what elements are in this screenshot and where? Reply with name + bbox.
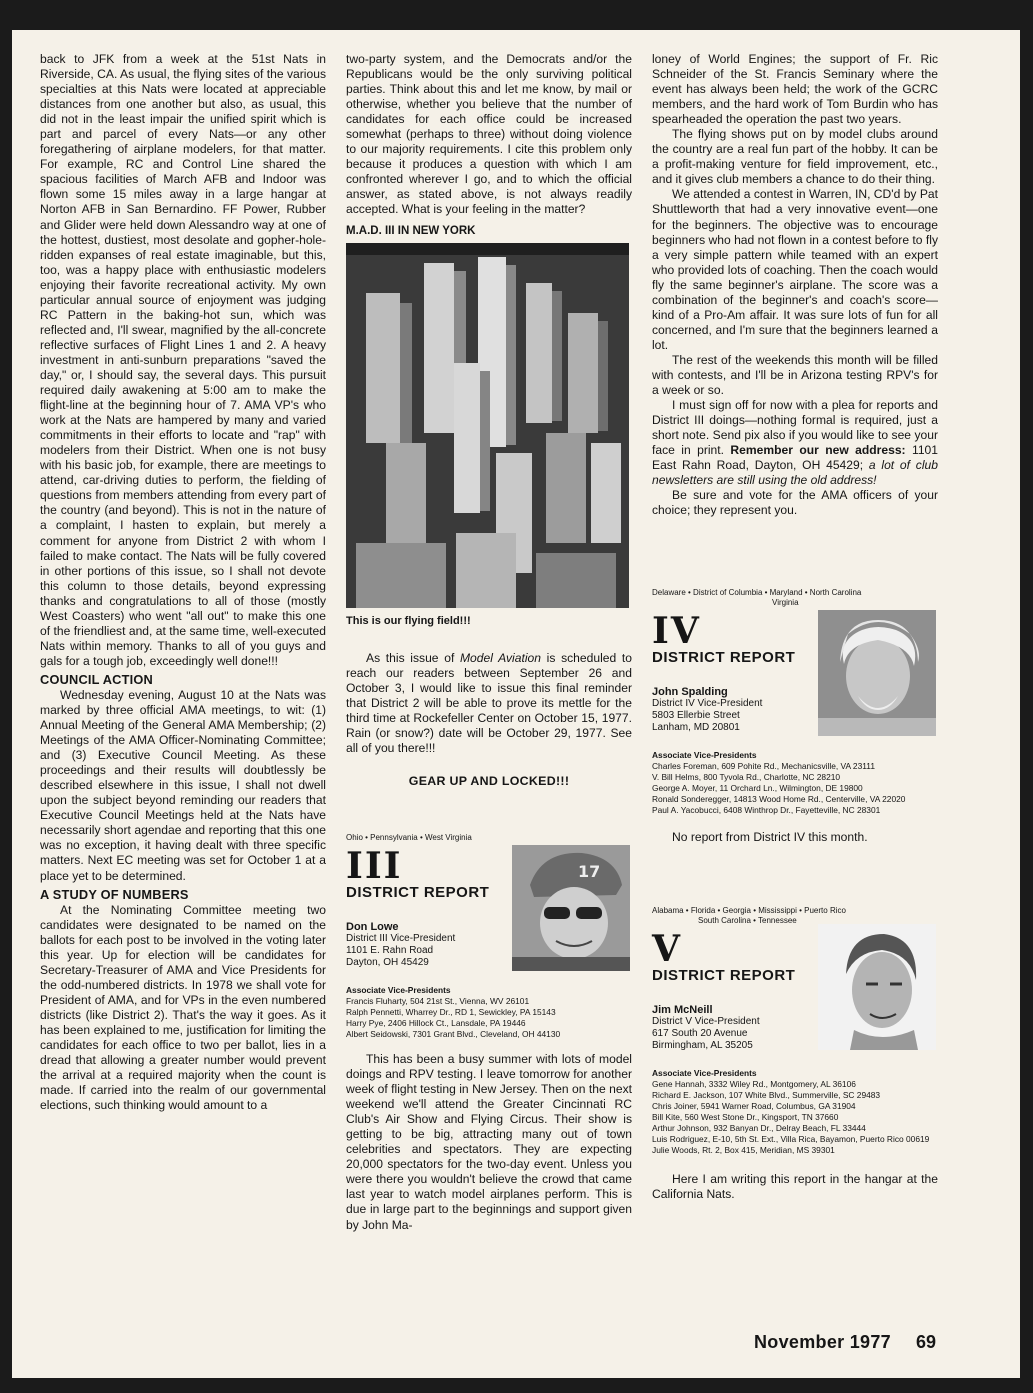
district-3-vp-addr1: 1101 E. Rahn Road — [346, 944, 434, 956]
col3-paragraph-5-start: I must sign off for now with a plea for reports and District III doings—nothing formal is required, just a short note. Send pix also if you would like to see your face in print. — [652, 398, 938, 458]
heading-study-of-numbers: A STUDY OF NUMBERS — [40, 886, 189, 902]
district-5-assoc-label: Associate Vice-Presidents — [652, 1067, 757, 1078]
district-3-numeral: III — [346, 844, 403, 887]
district-5-assoc-item: Luis Rodriguez, E-10, 5th St. Ext., Villa Rica, Bayamon, Puerto Rico 00619 — [652, 1133, 930, 1144]
signoff-gear-up: GEAR UP AND LOCKED!!! — [408, 773, 570, 788]
district-5-assoc-item: Gene Hannah, 3332 Wiley Rd., Montgomery, AL 36106 — [652, 1078, 856, 1089]
district-4-vp — [652, 686, 812, 734]
district-4-numeral: IV — [652, 610, 701, 653]
old-address-note: a lot of club newsletters are still using the old address! — [652, 458, 938, 488]
district-5-assoc-item: Arthur Johnson, 932 Banyan Dr., Delray Beach, FL 33444 — [652, 1122, 866, 1133]
svg-text:17: 17 — [578, 861, 601, 881]
district-3-assoc-item: Albert Seidowski, 7301 Grant Blvd., Cleveland, OH 44130 — [346, 1028, 561, 1039]
col2-paragraph-2 — [346, 651, 632, 756]
district-5-associates — [652, 1068, 938, 1156]
page-number: 69 — [916, 1332, 937, 1352]
district-4-assoc-item: V. Bill Helms, 800 Tyvola Rd., Charlotte, NC 28210 — [652, 772, 841, 783]
district-5-states-2: South Carolina • Tennessee — [698, 915, 797, 925]
district-4-assoc-item: George A. Moyer, 11 Orchard Ln., Wilmington, DE 19800 — [652, 783, 863, 794]
district-4-assoc-item: Paul A. Yacobucci, 6408 Winthrop Dr., Fayetteville, NC 28301 — [652, 805, 881, 816]
district-3-states: Ohio • Pennsylvania • West Virginia — [346, 832, 472, 842]
district-3-vp — [346, 921, 506, 969]
col1-paragraph-1: back to JFK from a week at the 51st Nats in Riverside, CA. As usual, the flying sites of the various specialties at this Nats were located at appreciable distances from one another but also, as usual, this did not in the least impair the unified spirit which is part and parcel of every Nats—or any other foregathering of airplane modelers, for that matter. For example, RC and Control Line shared the spacious facilities of March AFB and Indoor was flown some 15 miles away in a large hangar at Norton AFB in San Bernardino. FF Power, Rubber and Glider were held down Alessandro way at one of the hottest, dustiest, most desolate and gopher-hole-ridden expanses of real estate imaginable, but this, too, was a happy place with enthusiastic modelers enjoying their favorite recreational activity. My own particular annual source of enjoyment was judging RC Pattern in the baking-hot sun, which was reflected and, I'll swear, magnified by the all-concrete reflective surfaces of Flight Lines 1 and 2. A heavy investment in anti-sunburn preparations "saved the day," or, I should say, the several days. This pursuit required daily awakening at 5:00 am to make the flight-line at the beginning hour of 7. AMA VP's who work at the Nats are hampered by many and varied commitments in their efforts to locate and "rap" with modelers from their District. When one is not busy with his basic job, for example, there are meetings to attend, car-driving duties to perform, the fielding of questions from members attending from every part of the country (and beyond). This is not in the nature of a complaint, I hasten to explain, but merely a comment for anyone from District 2 with whom I failed to make contact. The Nats will be fully covered in other portions of this issue, so I shall not devote this column to those details, beyond expressing thanks and congratulations to all of those (mostly West Coasters) who went "all out" to make this one of the friendliest and, at the same time, well-executed Nats within memory. Thanks to all of you guys and gals for a tough job, exceedingly well done!!! — [40, 52, 326, 668]
district-5-vp-name: Jim McNeill — [652, 1003, 713, 1016]
district-4-assoc-item: Charles Foreman, 609 Pohite Rd., Mechanicsville, VA 23111 — [652, 761, 875, 772]
column-3 — [652, 52, 938, 1202]
district-3-header — [346, 833, 632, 1040]
district-4-vp-portrait — [818, 610, 936, 736]
magazine-page — [12, 30, 1020, 1378]
col3-paragraph-6: Be sure and vote for the AMA officers of your choice; they represent you. — [652, 488, 938, 518]
district-3-title: DISTRICT REPORT — [346, 883, 490, 901]
district-4-assoc-item: Ronald Sonderegger, 14813 Wood Home Rd., Centerville, VA 22020 — [652, 794, 906, 805]
col1-paragraph-3: At the Nominating Committee meeting two candidates were designated to be named on the ballots for each post to be involved in the voting later this year. Up for election will be candidates for Secretary-Treasurer of AMA and Vice Presidents for the odd-numbered districts. In 1978 we shall vote for President of AMA, and for VPs in the even numbered districts (like District 2). That's the way it goes. As it has been explained to me, justification for limiting the candidates for each office to two per ballot, lies in a dread that allowing a greater number would prevent the arrival at a required majority when the count is made. If carried into the realm of our governmental elections, such thinking would amount to a — [40, 902, 326, 1113]
district-5-vp-portrait — [818, 924, 936, 1050]
col3-paragraph-4: The rest of the weekends this month will be filled with contests, and I'll be in Arizona testing RPV's for a week or so. — [652, 352, 938, 398]
district-4-associates — [652, 750, 938, 816]
district-4-assoc-label: Associate Vice-Presidents — [652, 750, 757, 761]
new-address-label: Remember our new address: — [730, 443, 906, 458]
column-2 — [346, 52, 632, 1233]
heading-council-action: COUNCIL ACTION — [40, 671, 153, 687]
district-3-vp-portrait — [512, 845, 630, 971]
district-3-assoc-item: Harry Pye, 2406 Hillock Ct., Lansdale, PA 19446 — [346, 1017, 526, 1028]
district-4-vp-addr1: 5803 Ellerbie Street — [652, 710, 740, 722]
col1-paragraph-2: Wednesday evening, August 10 at the Nats was marked by three official AMA meetings, to wit: (1) Annual Meeting of the General AMA Membership; (2) Meetings of the AMA Officer-Nominating Committee; and (3) Executive Council Meeting. As these proceedings and their results will doubtlessly be described elsewhere in this issue, I shall not dwell upon the subject beyond reminding our readers that Executive Council Meetings held at the Nats have necessarily short agendae and reporting that this one was no exception, it having dealt with three specific matters. Next EC meeting was set for October 1 at a place yet to be determined. — [40, 687, 326, 883]
district-5-vp-addr2: Birmingham, AL 35205 — [652, 1039, 753, 1051]
col2-paragraph-2-end: is scheduled to reach our readers between September 26 and October 3, I would like to issue this final reminder that District 2 will be able to prove its mettle for the third time at Rockefeller Center on October 15, 1977. Rain (or snow?) date will be October 29, 1977. See all of you there!!! — [346, 650, 632, 755]
district-4-states-2: Virginia — [772, 598, 799, 608]
district-3-associates — [346, 985, 632, 1040]
district-5-vp-role: District V Vice-President — [652, 1015, 760, 1027]
col3-paragraph-2: The flying shows put on by model clubs around the country are a real fun part of the hobby. It can be a profit-making venture for field improvement, etc., and it gives club members a chance to do their thing. — [652, 127, 938, 187]
district-5-assoc-item: Chris Joiner, 5941 Warner Road, Columbus, GA 31904 — [652, 1100, 856, 1111]
district-3-assoc-item: Ralph Pennetti, Wharrey Dr., RD 1, Sewickley, PA 15143 — [346, 1006, 556, 1017]
district-5-states: Alabama • Florida • Georgia • Mississippi • Puerto Rico — [652, 905, 846, 915]
district-3-vp-addr2: Dayton, OH 45429 — [346, 956, 429, 968]
district-5-header — [652, 906, 938, 1156]
district-5-vp-addr1: 617 South 20 Avenue — [652, 1027, 748, 1039]
district-5-assoc-item: Richard E. Jackson, 107 White Blvd., Summerville, SC 29483 — [652, 1089, 881, 1100]
magazine-title: Model Aviation — [459, 650, 541, 665]
col3-final-paragraph: Here I am writing this report in the hangar at the California Nats. — [652, 1171, 938, 1201]
district-3-vp-name: Don Lowe — [346, 920, 399, 933]
district-5-assoc-item: Bill Kite, 560 West Stone Dr., Kingsport, TN 37660 — [652, 1111, 839, 1122]
column-1 — [40, 52, 326, 1113]
district-4-vp-role: District IV Vice-President — [652, 698, 763, 710]
district-4-vp-addr2: Lanham, MD 20801 — [652, 722, 740, 734]
district-4-title: DISTRICT REPORT — [652, 649, 796, 667]
col3-paragraph-1: loney of World Engines; the support of Fr. Ric Schneider of the St. Francis Seminary where the event has always been held; the work of the GCRC members, and the hard work of Tom Burdin who has spearheaded the operation the past two years. — [652, 52, 938, 127]
photo-label: M.A.D. III IN NEW YORK — [346, 224, 476, 237]
col3-paragraph-5 — [652, 398, 938, 488]
district-5-title: DISTRICT REPORT — [652, 966, 796, 984]
col2-paragraph-2-start: As this issue of — [366, 650, 460, 665]
district-3-vp-role: District III Vice-President — [346, 932, 456, 944]
district-5-numeral: V — [652, 927, 682, 970]
district-5-assoc-item: Julie Woods, Rt. 2, Box 415, Meridian, MS 39301 — [652, 1144, 835, 1155]
district-4-vp-name: John Spalding — [652, 686, 728, 699]
no-report-notice: No report from District IV this month. — [672, 830, 868, 845]
district-4-states: Delaware • District of Columbia • Maryland • North Carolina — [652, 588, 862, 598]
col2-paragraph-1: two-party system, and the Democrats and/or the Republicans would be the only surviving political parties. Think about this and let me know, by mail or otherwise, whether you believe that the number of candidates for each office could be increased somewhat (perhaps to three) without doing violence to our majority requirements. I cite this problem only because it produces a question with which I am confronted wherever I go, and to which the official answer, as stated above, is not always readily accepted. What is your feeling in the matter? — [346, 52, 632, 217]
photo-caption: This is our flying field!!! — [346, 614, 471, 627]
district-4-header — [652, 588, 938, 816]
district-3-assoc-item: Francis Fluharty, 504 21st St., Vienna, WV 26101 — [346, 995, 530, 1006]
col3-paragraph-3: We attended a contest in Warren, IN, CD'd by Pat Shuttleworth that had a very innovative event—one for the beginners. The objective was to encourage beginners who had not flown in a contest before to fly a very simple pattern while teamed with an expert who provided lots of coaching. Then the coach would fly the same beginner's airplane. The score was a combination of the beginner's and coach's score—kind of a Pro-Am affair. It was sure lots of fun for all concerned, and I'm sure that the beginners learned a lot. — [652, 187, 938, 352]
col2-paragraph-3: This has been a busy summer with lots of model doings and RPV testing. I leave tomorrow for another week of flight testing in New Jersey. Then on the next weekend we'll attend the Greater Cincinnati RC Club's Air Show and Flying Circus. Their show is getting to be big, attracting many out of town celebrities and spectators. They are expecting 20,000 spectators for the two-day event. Unless you were there you wouldn't believe the crowd that came last year to watch model airplanes perform. This is due in large part to the beginnings and support given by John Ma- — [346, 1051, 632, 1232]
district-5-vp — [652, 1004, 812, 1052]
new-address: 1101 East Rahn Road, Dayton, OH 45429; — [652, 443, 938, 473]
new-york-aerial-photo — [346, 243, 629, 608]
issue-date: November 1977 — [754, 1332, 891, 1352]
district-3-assoc-label: Associate Vice-Presidents — [346, 984, 451, 995]
